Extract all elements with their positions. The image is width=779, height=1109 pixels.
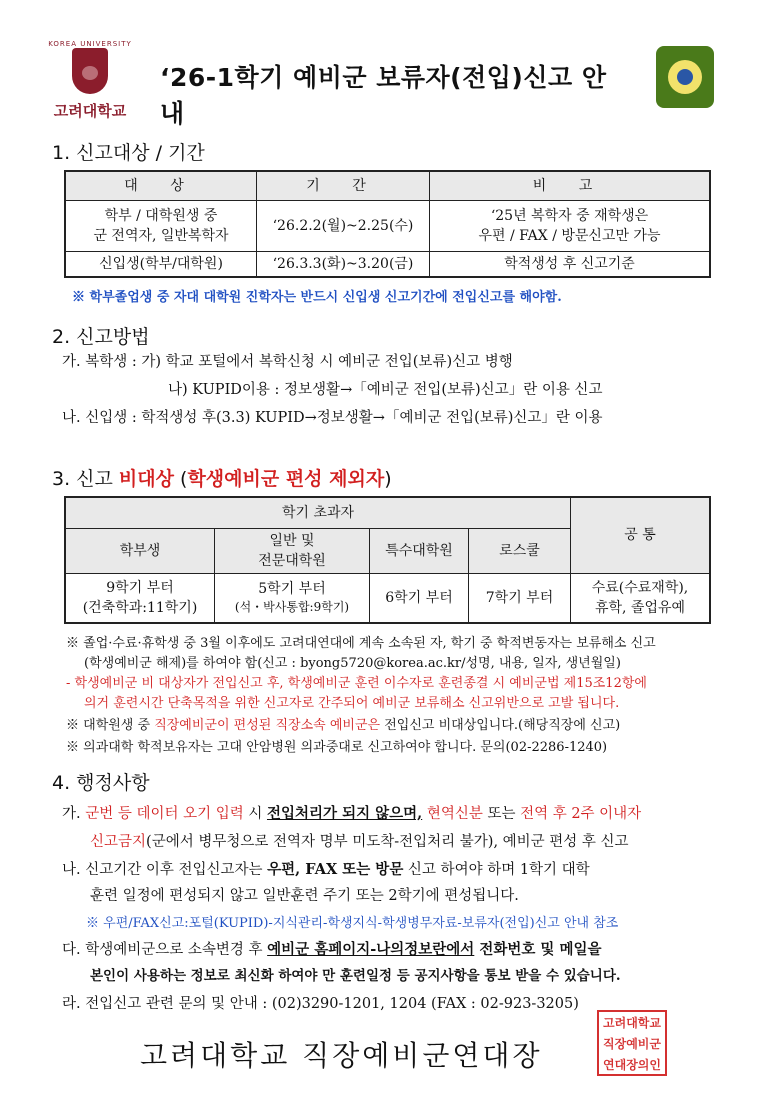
table-cell: 7학기 부터 <box>469 574 571 624</box>
exclusion-table <box>64 496 711 624</box>
col-header-general-grad: 일반 및 전문대학원 <box>215 529 370 574</box>
table-cell: 9학기 부터 (건축학과:11학기) <box>65 574 215 624</box>
signature: 고려대학교 직장예비군연대장 <box>140 1039 543 1072</box>
note-warning-cont: 의거 훈련시간 단축목적을 위한 신고자로 간주되어 예비군 보류해소 신고위반으로 고발 됩니다. <box>84 696 620 711</box>
section1-heading: 1. 신고대상 / 기간 <box>52 142 205 164</box>
admin-item-na: 나. 신고기간 이후 전입신고자는 우편, FAX 또는 방문 신고 하여야 하며 1학기 대학 <box>62 861 590 878</box>
table-cell: 학적생성 후 신고기준 <box>430 252 711 278</box>
note-graduate: ※ 졸업·수료·휴학생 중 3월 이후에도 고려대연대에 계속 소속된 자, 학기 중 학적변동자는 보류해소 신고 <box>66 636 656 651</box>
table-row <box>65 252 710 278</box>
note-medical: ※ 의과대학 학적보유자는 고대 안암병원 의과중대로 신고하여야 합니다. 문의(02-2286-1240) <box>66 740 608 755</box>
note-graduate-cont: (학생예비군 해제)를 하여야 함(신고 : byong5720@korea.ac.kr/성명, 내용, 일자, 생년월일) <box>84 656 621 671</box>
table-cell: 수료(수료재학), 휴학, 졸업유예 <box>571 574 711 624</box>
col-header-target: 대 상 <box>65 171 257 201</box>
table-cell: 6학기 부터 <box>370 574 469 624</box>
common-header: 공 통 <box>571 497 711 574</box>
method-returning: 가. 복학생 : 가) 학교 포털에서 복학신청 시 예비군 전입(보류)신고 병행 <box>62 354 513 370</box>
admin-item-na-cont: 훈련 일정에 편성되지 않고 일반훈련 주기 또는 2학기에 편성됩니다. <box>90 888 519 904</box>
col-header-lawschool: 로스쿨 <box>469 529 571 574</box>
admin-item-ga-cont: 신고금지(군에서 병무청으로 전역자 명부 미도착-전입처리 불가), 예비군 편성 후 신고 <box>90 834 629 850</box>
section2-heading: 2. 신고방법 <box>52 326 150 348</box>
logo-name: 고려대학교 <box>53 102 127 120</box>
official-seal: 고려대학교 직장예비군 연대장의인 <box>597 1010 667 1076</box>
section4-heading: 4. 행정사항 <box>52 772 150 794</box>
admin-item-ga: 가. 군번 등 데이터 오기 입력 시 전입처리가 되지 않으며, 현역신분 또는 전역 후 2주 이내자 <box>62 805 642 822</box>
page-title: ‘26-1학기 예비군 보류자(전입)신고 안내 <box>160 63 607 128</box>
table-row <box>65 201 710 252</box>
group-header: 학기 초과자 <box>65 497 571 529</box>
method-freshman: 나. 신입생 : 학적생성 후(3.3) KUPID→정보생활→「예비군 전입(보류)신고」란 이용 <box>62 410 603 426</box>
table-cell: ‘26.2.2(월)~2.25(수) <box>257 201 430 252</box>
col-header-special-grad: 특수대학원 <box>370 529 469 574</box>
target-period-table <box>64 170 711 278</box>
table-cell: ‘26.3.3(화)~3.20(금) <box>257 252 430 278</box>
note-warning: - 학생예비군 비 대상자가 전입신고 후, 학생예비군 훈련 이수자로 훈련종결 시 예비군법 제15조12항에 <box>66 676 647 691</box>
note-workplace: ※ 대학원생 중 직장예비군이 편성된 직장소속 예비군은 전입신고 비대상입니다.(해당직장에 신고) <box>66 718 621 733</box>
admin-note: ※ 우편/FAX신고:포털(KUPID)-지식관리-학생지식-학생병무자료-보류자(전입)신고 안내 참조 <box>86 916 619 931</box>
col-header-period: 기 간 <box>257 171 430 201</box>
table-cell: ‘25년 복학자 중 재학생은 우편 / FAX / 방문신고만 가능 <box>430 201 711 252</box>
table-cell: 신입생(학부/대학원) <box>65 252 257 278</box>
table-row <box>65 574 710 624</box>
section1-note: ※ 학부졸업생 중 자대 대학원 진학자는 반드시 신입생 신고기간에 전입신고를 해야함. <box>72 290 562 305</box>
reserve-forces-emblem-icon <box>656 46 714 108</box>
admin-item-da: 다. 학생예비군으로 소속변경 후 예비군 홈페이지-나의정보란에서 전화번호 및 메일을 <box>62 941 602 958</box>
method-kupid: 나) KUPID이용 : 정보생활→「예비군 전입(보류)신고」란 이용 신고 <box>168 382 603 398</box>
university-logo <box>44 40 136 120</box>
col-header-note: 비 고 <box>430 171 711 201</box>
col-header-undergrad: 학부생 <box>65 529 215 574</box>
logo-text: KOREA UNIVERSITY <box>48 40 132 48</box>
table-cell: 학부 / 대학원생 중 군 전역자, 일반복학자 <box>65 201 257 252</box>
table-cell: 5학기 부터 (석・박사통합:9학기) <box>215 574 370 624</box>
admin-item-ra: 라. 전입신고 관련 문의 및 안내 : (02)3290-1201, 1204 (FAX : 02-923-3205) <box>62 996 579 1012</box>
section3-heading: 3. 신고 비대상 (학생예비군 편성 제외자) <box>52 468 392 490</box>
admin-item-da-cont: 본인이 사용하는 정보로 최신화 하여야 만 훈련일정 등 공지사항을 통보 받을 수 있습니다. <box>90 968 621 984</box>
tiger-shield-icon <box>72 48 108 94</box>
